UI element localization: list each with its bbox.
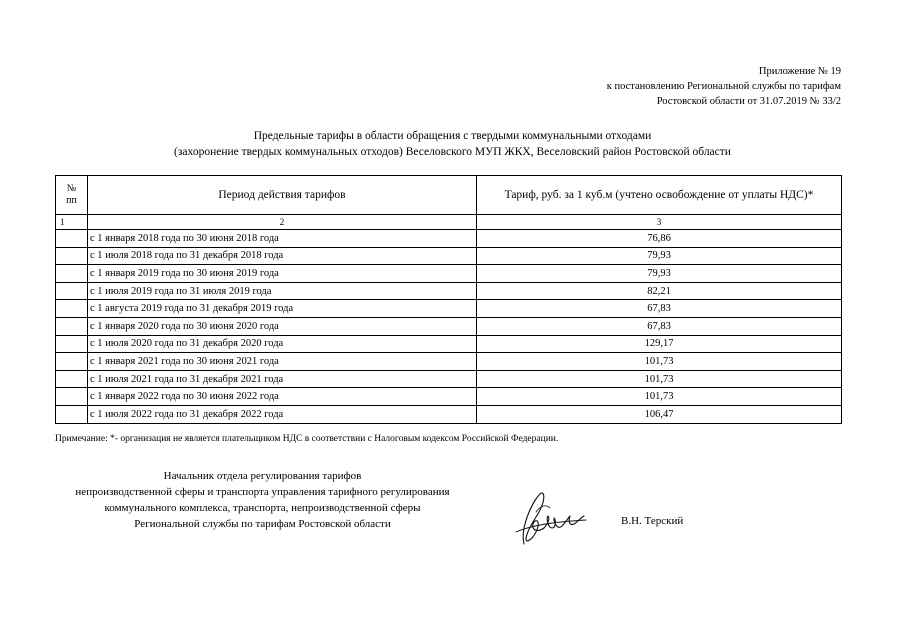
table-row <box>56 265 842 283</box>
row-number-cell <box>56 265 88 283</box>
row-number-cell <box>56 405 88 423</box>
title-line-2: (захоронение твердых коммунальных отходов) Веселовского МУП ЖКХ, Веселовский район Ростовской области <box>174 146 731 158</box>
period-cell: с 1 января 2021 года по 30 июня 2021 года <box>88 353 477 371</box>
tariff-cell: 101,73 <box>477 370 842 388</box>
header-period: Период действия тарифов <box>88 176 477 215</box>
period-cell: с 1 января 2019 года по 30 июня 2019 года <box>88 265 477 283</box>
header-number-sign: № <box>66 183 77 194</box>
signer-position-line: Региональной службы по тарифам Ростовской области <box>134 518 391 530</box>
period-cell: с 1 июля 2018 года по 31 декабря 2018 года <box>88 247 477 265</box>
tariff-cell: 79,93 <box>477 265 842 283</box>
header-number-abbr: пп <box>66 195 77 206</box>
tariff-cell: 82,21 <box>477 282 842 300</box>
row-number-cell <box>56 300 88 318</box>
row-number-cell <box>56 317 88 335</box>
table-row <box>56 353 842 371</box>
handwritten-signature <box>510 488 590 550</box>
period-cell: с 1 января 2020 года по 30 июня 2020 года <box>88 317 477 335</box>
signer-position-line: непроизводственной сферы и транспорта управления тарифного регулирования <box>75 486 450 498</box>
row-number-cell <box>56 247 88 265</box>
appendix-reference: к постановлению Региональной службы по тарифам <box>606 81 841 92</box>
tariff-cell: 67,83 <box>477 300 842 318</box>
table-row <box>56 300 842 318</box>
row-number-cell <box>56 370 88 388</box>
period-cell: с 1 июля 2020 года по 31 декабря 2020 года <box>88 335 477 353</box>
tariff-cell: 67,83 <box>477 317 842 335</box>
column-number-row <box>56 215 842 230</box>
tariff-cell: 79,93 <box>477 247 842 265</box>
table-row <box>56 247 842 265</box>
table-row <box>56 405 842 423</box>
period-cell: с 1 января 2018 года по 30 июня 2018 года <box>88 230 477 248</box>
appendix-number: Приложение № 19 <box>758 66 841 77</box>
tariff-cell: 129,17 <box>477 335 842 353</box>
signer-position <box>0 468 525 532</box>
table-row <box>56 282 842 300</box>
table-row <box>56 317 842 335</box>
tariff-table <box>55 175 842 424</box>
signer-name: В.Н. Терский <box>621 515 684 527</box>
table-note: Примечание: *- организация не является плательщиком НДС в соответствии с Налоговым кодексом Российской Федерации. <box>55 434 559 444</box>
period-cell: с 1 июля 2022 года по 31 декабря 2022 года <box>88 405 477 423</box>
column-number: 3 <box>477 215 842 230</box>
table-header-row <box>56 176 842 215</box>
header-tariff: Тариф, руб. за 1 куб.м (учтено освобождение от уплаты НДС)* <box>477 176 842 215</box>
appendix-header <box>607 64 841 109</box>
table-row <box>56 388 842 406</box>
period-cell: с 1 июля 2019 года по 31 июля 2019 года <box>88 282 477 300</box>
row-number-cell <box>56 230 88 248</box>
period-cell: с 1 января 2022 года по 30 июня 2022 года <box>88 388 477 406</box>
row-number-cell <box>56 353 88 371</box>
tariff-cell: 101,73 <box>477 353 842 371</box>
tariff-cell: 76,86 <box>477 230 842 248</box>
table-row <box>56 370 842 388</box>
row-number-cell <box>56 388 88 406</box>
period-cell: с 1 июля 2021 года по 31 декабря 2021 года <box>88 370 477 388</box>
row-number-cell <box>56 335 88 353</box>
title-line-1: Предельные тарифы в области обращения с твердыми коммунальными отходами <box>253 130 652 142</box>
table-row <box>56 230 842 248</box>
document-title <box>0 128 905 160</box>
header-number <box>56 176 88 215</box>
table-row <box>56 335 842 353</box>
signer-position-line: коммунального комплекса, транспорта, непроизводственной сферы <box>104 502 421 514</box>
column-number: 1 <box>56 215 88 230</box>
period-cell: с 1 августа 2019 года по 31 декабря 2019 года <box>88 300 477 318</box>
row-number-cell <box>56 282 88 300</box>
tariff-cell: 106,47 <box>477 405 842 423</box>
appendix-resolution-date: Ростовской области от 31.07.2019 № 33/2 <box>656 96 841 107</box>
tariff-cell: 101,73 <box>477 388 842 406</box>
column-number: 2 <box>88 215 477 230</box>
signer-position-line: Начальник отдела регулирования тарифов <box>163 470 362 482</box>
